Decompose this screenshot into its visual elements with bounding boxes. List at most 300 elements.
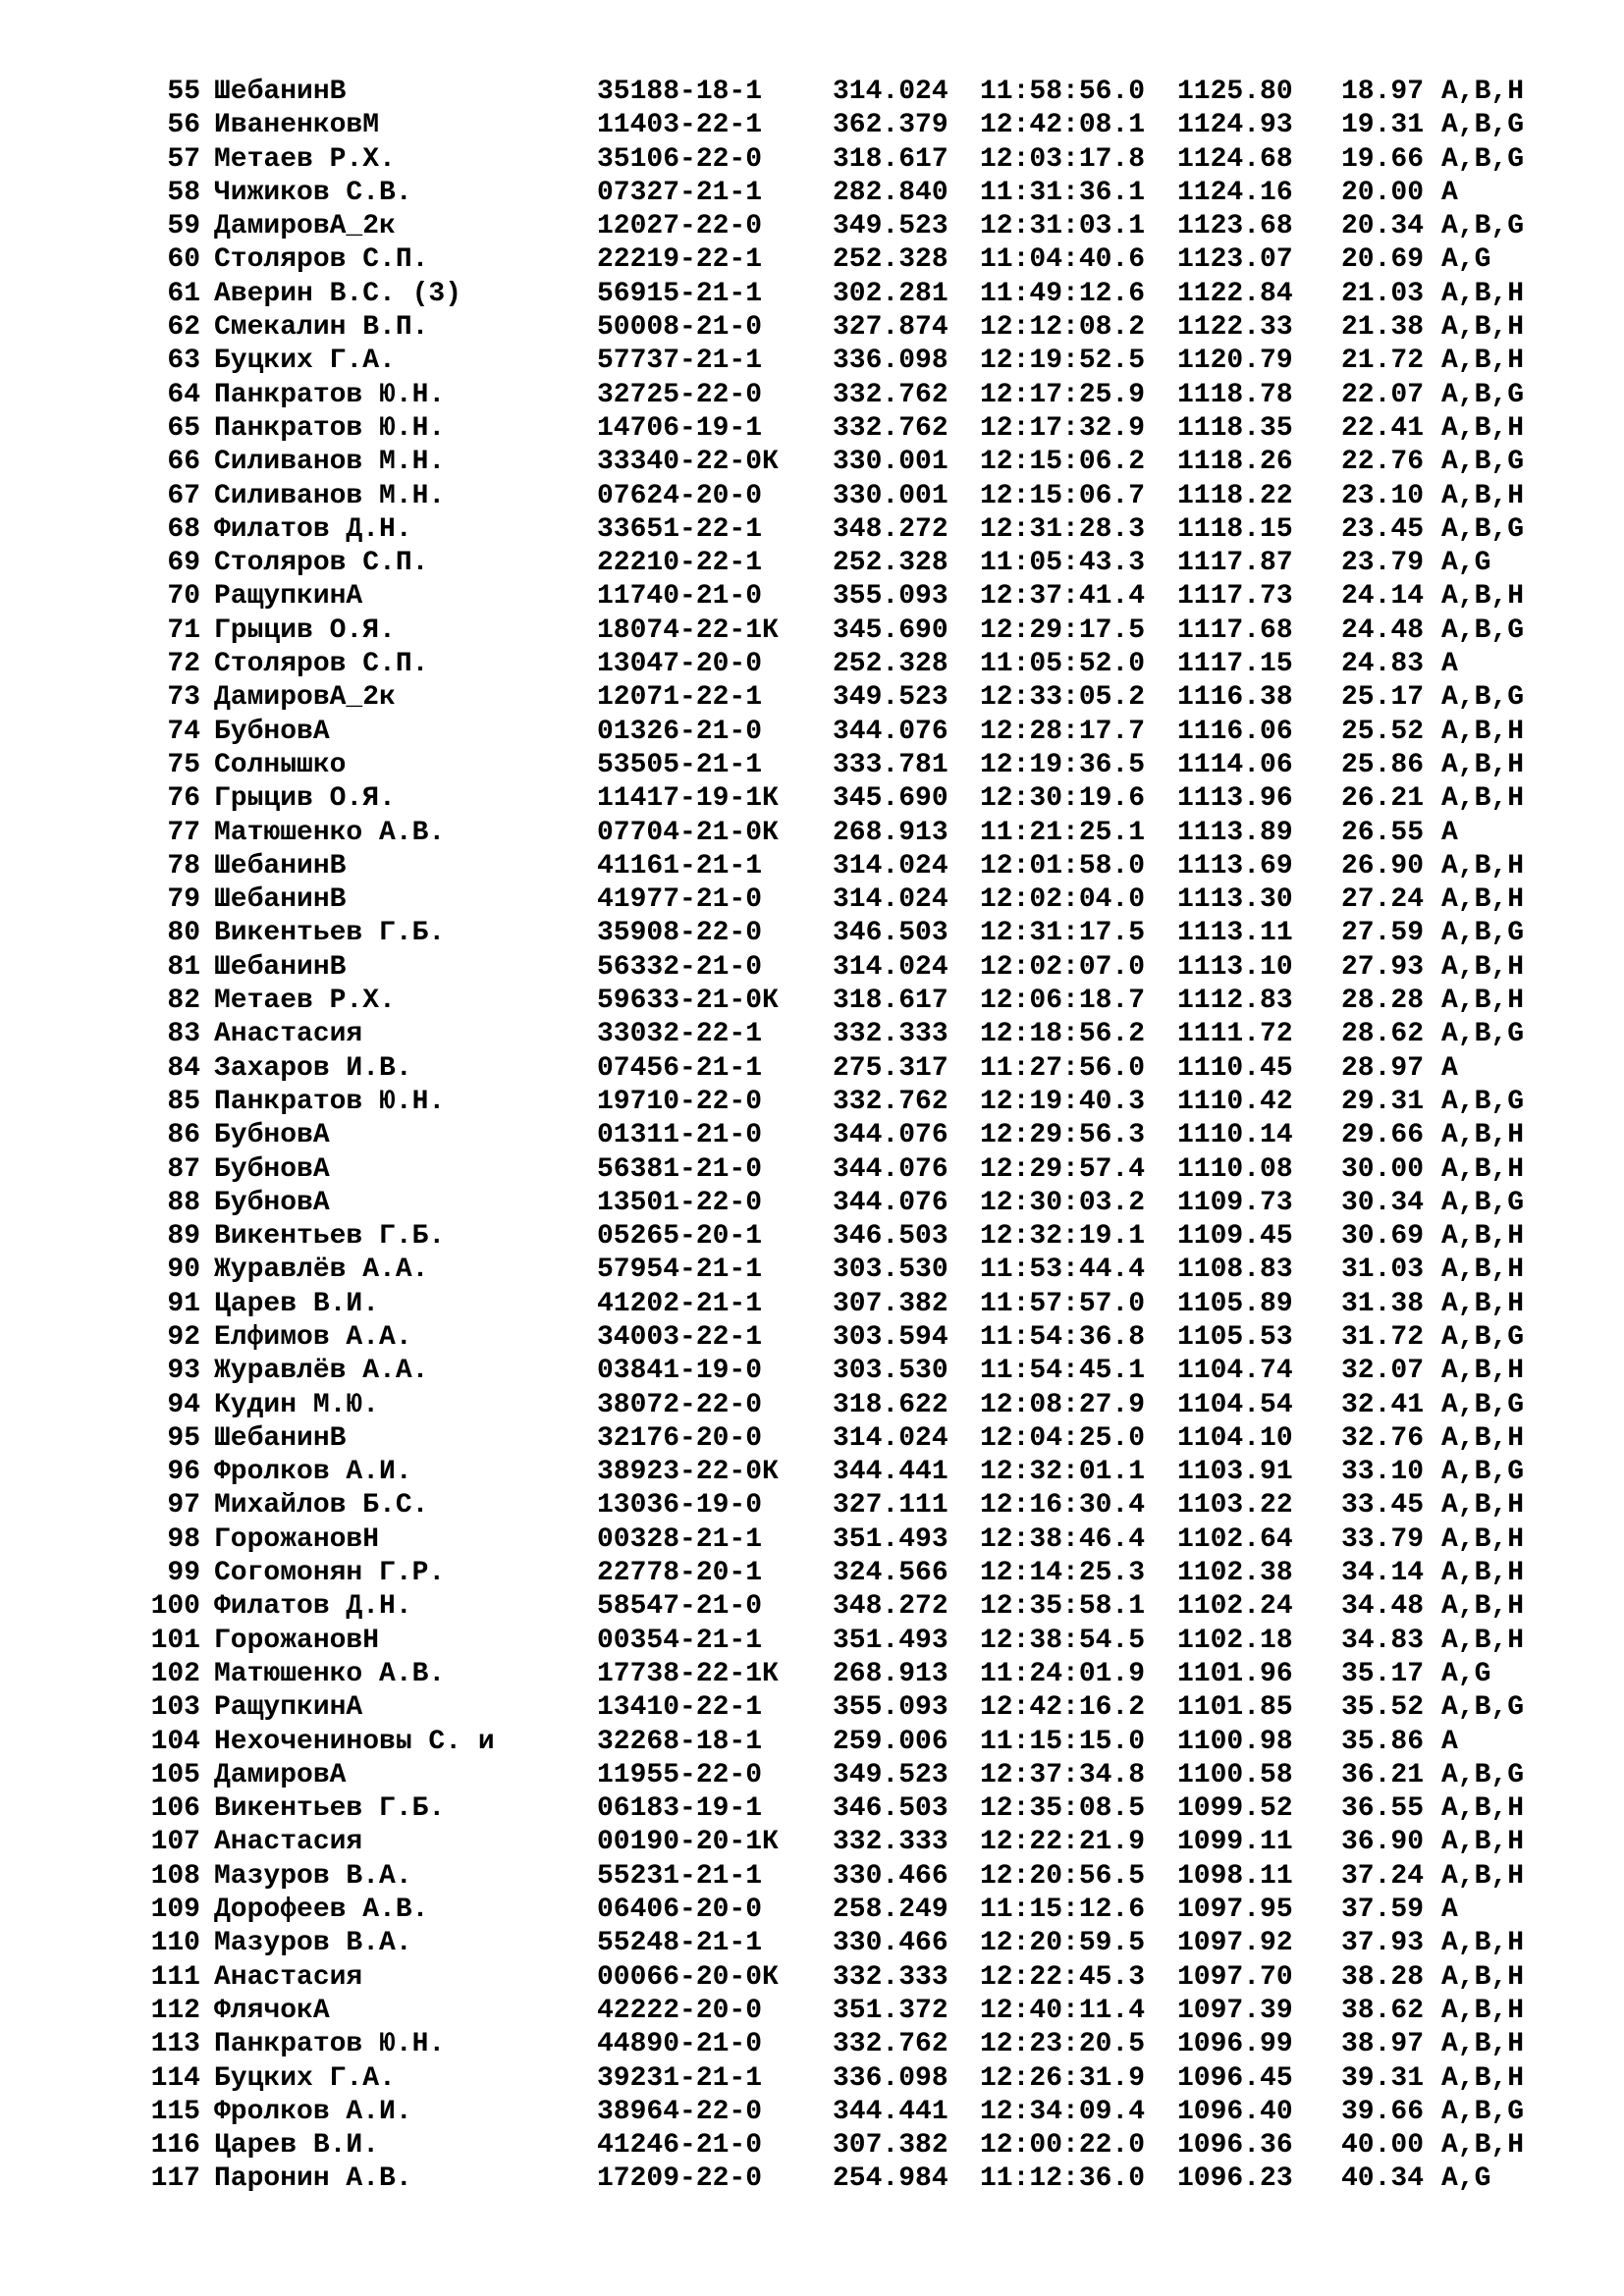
name-cell: РащупкинА (214, 581, 363, 613)
result-row (0, 2062, 1624, 2096)
name-cell: Нехочениновы С. и (214, 1726, 495, 1757)
name-cell: Анастасия (214, 1019, 363, 1050)
arrival-time-cell: 12:32:19.1 (980, 1221, 1146, 1253)
speed-cell: 1113.11 (1177, 918, 1293, 949)
name-cell: ШебанинВ (214, 884, 347, 916)
arrival-time-cell: 12:15:06.2 (980, 447, 1146, 478)
percent-cell: 30.69 (1341, 1221, 1425, 1253)
speed-cell: 1104.10 (1177, 1422, 1293, 1454)
place-cell: 80 (167, 918, 200, 949)
result-row (0, 681, 1624, 715)
speed-cell: 1110.08 (1177, 1153, 1293, 1185)
name-cell: Викентьев Г.Б. (214, 918, 446, 949)
place-cell: 116 (150, 2130, 200, 2162)
arrival-time-cell: 12:35:08.5 (980, 1793, 1146, 1825)
name-cell: Филатов Д.Н. (214, 1591, 412, 1623)
arrival-time-cell: 12:17:25.9 (980, 379, 1146, 410)
arrival-time-cell: 12:16:30.4 (980, 1490, 1146, 1522)
ring-number-cell: 05265-20-1 (597, 1221, 763, 1253)
place-cell: 65 (167, 412, 200, 444)
categories-cell: A,B,H (1441, 783, 1525, 815)
place-cell: 89 (167, 1221, 200, 1253)
percent-cell: 32.07 (1341, 1356, 1425, 1387)
result-row (0, 210, 1624, 243)
distance-cell: 307.382 (833, 2130, 948, 2162)
arrival-time-cell: 11:49:12.6 (980, 278, 1146, 309)
result-row (0, 513, 1624, 547)
distance-cell: 362.379 (833, 110, 948, 141)
categories-cell: A,G (1441, 1658, 1491, 1689)
speed-cell: 1102.64 (1177, 1523, 1293, 1555)
ring-number-cell: 32268-18-1 (597, 1726, 763, 1757)
place-cell: 106 (150, 1793, 200, 1825)
result-row (0, 1759, 1624, 1792)
ring-number-cell: 57954-21-1 (597, 1255, 763, 1286)
ring-number-cell: 11740-21-0 (597, 581, 763, 613)
percent-cell: 22.76 (1341, 447, 1425, 478)
place-cell: 95 (167, 1422, 200, 1454)
speed-cell: 1103.22 (1177, 1490, 1293, 1522)
categories-cell: A,B,H (1441, 1827, 1525, 1858)
result-row (0, 917, 1624, 950)
speed-cell: 1110.45 (1177, 1052, 1293, 1084)
result-row (0, 1691, 1624, 1725)
percent-cell: 30.00 (1341, 1153, 1425, 1185)
percent-cell: 37.24 (1341, 1860, 1425, 1892)
arrival-time-cell: 12:33:05.2 (980, 682, 1146, 714)
name-cell: Фролков А.И. (214, 2096, 412, 2127)
place-cell: 94 (167, 1389, 200, 1420)
result-row (0, 1826, 1624, 1859)
place-cell: 84 (167, 1052, 200, 1084)
distance-cell: 336.098 (833, 2062, 948, 2094)
arrival-time-cell: 12:28:17.7 (980, 716, 1146, 747)
ring-number-cell: 07704-21-0К (597, 817, 779, 848)
name-cell: Дорофеев А.В. (214, 1895, 429, 1926)
speed-cell: 1117.73 (1177, 581, 1293, 613)
arrival-time-cell: 12:30:03.2 (980, 1187, 1146, 1218)
percent-cell: 33.79 (1341, 1523, 1425, 1555)
place-cell: 101 (150, 1625, 200, 1656)
arrival-time-cell: 12:31:28.3 (980, 513, 1146, 545)
arrival-time-cell: 12:31:03.1 (980, 211, 1146, 242)
percent-cell: 20.69 (1341, 244, 1425, 276)
result-row (0, 1961, 1624, 1995)
ring-number-cell: 33340-22-0К (597, 447, 779, 478)
speed-cell: 1103.91 (1177, 1457, 1293, 1488)
speed-cell: 1104.74 (1177, 1356, 1293, 1387)
speed-cell: 1118.78 (1177, 379, 1293, 410)
categories-cell: A,G (1441, 244, 1491, 276)
speed-cell: 1113.10 (1177, 951, 1293, 983)
result-row (0, 1523, 1624, 1557)
result-row (0, 1153, 1624, 1187)
ring-number-cell: 00066-20-0К (597, 1961, 779, 1993)
name-cell: Метаев Р.Х. (214, 986, 396, 1017)
place-cell: 64 (167, 379, 200, 410)
ring-number-cell: 41161-21-1 (597, 850, 763, 881)
categories-cell: A,B,G (1441, 1389, 1525, 1420)
name-cell: Солнышко (214, 749, 347, 780)
name-cell: Паронин А.В. (214, 2163, 412, 2195)
arrival-time-cell: 12:40:11.4 (980, 1995, 1146, 2026)
distance-cell: 348.272 (833, 513, 948, 545)
percent-cell: 29.66 (1341, 1120, 1425, 1151)
result-row (0, 1355, 1624, 1388)
percent-cell: 35.86 (1341, 1726, 1425, 1757)
arrival-time-cell: 12:22:21.9 (980, 1827, 1146, 1858)
place-cell: 113 (150, 2029, 200, 2060)
place-cell: 96 (167, 1457, 200, 1488)
arrival-time-cell: 12:02:04.0 (980, 884, 1146, 916)
place-cell: 61 (167, 278, 200, 309)
name-cell: ДамировА_2к (214, 211, 396, 242)
place-cell: 107 (150, 1827, 200, 1858)
ring-number-cell: 56915-21-1 (597, 278, 763, 309)
categories-cell: A,B,G (1441, 143, 1525, 175)
speed-cell: 1105.89 (1177, 1288, 1293, 1319)
arrival-time-cell: 12:38:54.5 (980, 1625, 1146, 1656)
result-row (0, 985, 1624, 1018)
result-row (0, 1894, 1624, 1927)
place-cell: 86 (167, 1120, 200, 1151)
arrival-time-cell: 12:23:20.5 (980, 2029, 1146, 2060)
categories-cell: A,B,H (1441, 1558, 1525, 1589)
distance-cell: 275.317 (833, 1052, 948, 1084)
arrival-time-cell: 12:19:40.3 (980, 1086, 1146, 1117)
ring-number-cell: 03841-19-0 (597, 1356, 763, 1387)
result-row (0, 2096, 1624, 2129)
arrival-time-cell: 12:20:59.5 (980, 1928, 1146, 1959)
place-cell: 114 (150, 2062, 200, 2094)
speed-cell: 1124.68 (1177, 143, 1293, 175)
percent-cell: 33.10 (1341, 1457, 1425, 1488)
place-cell: 82 (167, 986, 200, 1017)
place-cell: 73 (167, 682, 200, 714)
ring-number-cell: 33651-22-1 (597, 513, 763, 545)
place-cell: 75 (167, 749, 200, 780)
name-cell: БубновА (214, 1120, 330, 1151)
name-cell: Анастасия (214, 1827, 363, 1858)
distance-cell: 327.111 (833, 1490, 948, 1522)
speed-cell: 1120.79 (1177, 346, 1293, 377)
ring-number-cell: 33032-22-1 (597, 1019, 763, 1050)
place-cell: 115 (150, 2096, 200, 2127)
distance-cell: 345.690 (833, 614, 948, 646)
place-cell: 59 (167, 211, 200, 242)
categories-cell: A,B,H (1441, 278, 1525, 309)
name-cell: ШебанинВ (214, 1422, 347, 1454)
percent-cell: 25.52 (1341, 716, 1425, 747)
name-cell: Матюшенко А.В. (214, 817, 446, 848)
result-row (0, 446, 1624, 479)
categories-cell: A (1441, 1052, 1458, 1084)
speed-cell: 1097.95 (1177, 1895, 1293, 1926)
categories-cell: A,B,H (1441, 1255, 1525, 1286)
categories-cell: A,B,G (1441, 1321, 1525, 1353)
categories-cell: A,B,G (1441, 379, 1525, 410)
place-cell: 70 (167, 581, 200, 613)
arrival-time-cell: 11:31:36.1 (980, 177, 1146, 208)
speed-cell: 1113.69 (1177, 850, 1293, 881)
speed-cell: 1118.22 (1177, 480, 1293, 511)
percent-cell: 34.14 (1341, 1558, 1425, 1589)
ring-number-cell: 11403-22-1 (597, 110, 763, 141)
name-cell: Аверин В.С. (3) (214, 278, 462, 309)
place-cell: 108 (150, 1860, 200, 1892)
distance-cell: 254.984 (833, 2163, 948, 2195)
percent-cell: 33.45 (1341, 1490, 1425, 1522)
categories-cell: A,B,H (1441, 312, 1525, 344)
distance-cell: 314.024 (833, 850, 948, 881)
percent-cell: 20.34 (1341, 211, 1425, 242)
percent-cell: 37.93 (1341, 1928, 1425, 1959)
result-row (0, 1792, 1624, 1826)
place-cell: 109 (150, 1895, 200, 1926)
arrival-time-cell: 12:34:09.4 (980, 2096, 1146, 2127)
speed-cell: 1097.70 (1177, 1961, 1293, 1993)
ring-number-cell: 22778-20-1 (597, 1558, 763, 1589)
ring-number-cell: 11955-22-0 (597, 1759, 763, 1790)
result-row (0, 278, 1624, 311)
ring-number-cell: 53505-21-1 (597, 749, 763, 780)
speed-cell: 1117.15 (1177, 649, 1293, 680)
percent-cell: 26.55 (1341, 817, 1425, 848)
ring-number-cell: 42222-20-0 (597, 1995, 763, 2026)
speed-cell: 1124.93 (1177, 110, 1293, 141)
ring-number-cell: 55231-21-1 (597, 1860, 763, 1892)
speed-cell: 1111.72 (1177, 1019, 1293, 1050)
result-row (0, 1860, 1624, 1894)
place-cell: 112 (150, 1995, 200, 2026)
place-cell: 67 (167, 480, 200, 511)
result-row (0, 1625, 1624, 1658)
ring-number-cell: 58547-21-0 (597, 1591, 763, 1623)
name-cell: БубновА (214, 716, 330, 747)
name-cell: БубновА (214, 1153, 330, 1185)
percent-cell: 34.83 (1341, 1625, 1425, 1656)
speed-cell: 1100.58 (1177, 1759, 1293, 1790)
speed-cell: 1113.96 (1177, 783, 1293, 815)
result-row (0, 1927, 1624, 1960)
distance-cell: 344.076 (833, 716, 948, 747)
distance-cell: 349.523 (833, 211, 948, 242)
result-row (0, 1052, 1624, 1086)
ring-number-cell: 00354-21-1 (597, 1625, 763, 1656)
speed-cell: 1112.83 (1177, 986, 1293, 1017)
percent-cell: 24.14 (1341, 581, 1425, 613)
speed-cell: 1123.68 (1177, 211, 1293, 242)
percent-cell: 31.72 (1341, 1321, 1425, 1353)
arrival-time-cell: 12:31:17.5 (980, 918, 1146, 949)
distance-cell: 314.024 (833, 1422, 948, 1454)
result-row (0, 1557, 1624, 1590)
percent-cell: 31.38 (1341, 1288, 1425, 1319)
categories-cell: A,B,H (1441, 2130, 1525, 2162)
place-cell: 79 (167, 884, 200, 916)
categories-cell: A,B,H (1441, 1523, 1525, 1555)
categories-cell: A,B,G (1441, 1019, 1525, 1050)
distance-cell: 303.530 (833, 1356, 948, 1387)
name-cell: Захаров И.В. (214, 1052, 412, 1084)
distance-cell: 252.328 (833, 244, 948, 276)
distance-cell: 344.441 (833, 2096, 948, 2127)
result-row (0, 716, 1624, 749)
name-cell: Матюшенко А.В. (214, 1658, 446, 1689)
arrival-time-cell: 11:58:56.0 (980, 77, 1146, 107)
result-row (0, 951, 1624, 985)
distance-cell: 303.594 (833, 1321, 948, 1353)
categories-cell: A,B,H (1441, 1490, 1525, 1522)
arrival-time-cell: 11:04:40.6 (980, 244, 1146, 276)
ring-number-cell: 14706-19-1 (597, 412, 763, 444)
place-cell: 76 (167, 783, 200, 815)
ring-number-cell: 01326-21-0 (597, 716, 763, 747)
categories-cell: A,B,H (1441, 1591, 1525, 1623)
arrival-time-cell: 12:12:08.2 (980, 312, 1146, 344)
speed-cell: 1096.99 (1177, 2029, 1293, 2060)
place-cell: 55 (167, 77, 200, 107)
arrival-time-cell: 12:18:56.2 (980, 1019, 1146, 1050)
result-row (0, 1187, 1624, 1220)
name-cell: Грыцив О.Я. (214, 614, 396, 646)
name-cell: ШебанинВ (214, 77, 347, 107)
result-row (0, 345, 1624, 378)
ring-number-cell: 19710-22-0 (597, 1086, 763, 1117)
name-cell: ШебанинВ (214, 850, 347, 881)
speed-cell: 1117.68 (1177, 614, 1293, 646)
name-cell: ГорожановН (214, 1625, 380, 1656)
result-row (0, 1321, 1624, 1355)
distance-cell: 307.382 (833, 1288, 948, 1319)
result-row (0, 2129, 1624, 2163)
arrival-time-cell: 12:37:34.8 (980, 1759, 1146, 1790)
categories-cell: A,B,G (1441, 682, 1525, 714)
arrival-time-cell: 11:05:52.0 (980, 649, 1146, 680)
name-cell: Смекалин В.П. (214, 312, 429, 344)
categories-cell: A,B,H (1441, 1422, 1525, 1454)
speed-cell: 1105.53 (1177, 1321, 1293, 1353)
place-cell: 81 (167, 951, 200, 983)
name-cell: Буцких Г.А. (214, 346, 396, 377)
speed-cell: 1124.16 (1177, 177, 1293, 208)
arrival-time-cell: 11:15:15.0 (980, 1726, 1146, 1757)
distance-cell: 351.493 (833, 1625, 948, 1656)
categories-cell: A,B,H (1441, 2062, 1525, 2094)
ring-number-cell: 50008-21-0 (597, 312, 763, 344)
distance-cell: 314.024 (833, 884, 948, 916)
categories-cell: A,B,G (1441, 614, 1525, 646)
place-cell: 98 (167, 1523, 200, 1555)
distance-cell: 346.503 (833, 918, 948, 949)
arrival-time-cell: 11:24:01.9 (980, 1658, 1146, 1689)
result-row (0, 2163, 1624, 2196)
place-cell: 93 (167, 1356, 200, 1387)
place-cell: 105 (150, 1759, 200, 1790)
ring-number-cell: 44890-21-0 (597, 2029, 763, 2060)
percent-cell: 27.93 (1341, 951, 1425, 983)
distance-cell: 349.523 (833, 1759, 948, 1790)
arrival-time-cell: 12:04:25.0 (980, 1422, 1146, 1454)
speed-cell: 1096.40 (1177, 2096, 1293, 2127)
name-cell: Михайлов Б.С. (214, 1490, 429, 1522)
categories-cell: A,B,H (1441, 1793, 1525, 1825)
distance-cell: 336.098 (833, 346, 948, 377)
categories-cell: A,B,H (1441, 346, 1525, 377)
percent-cell: 23.79 (1341, 548, 1425, 579)
distance-cell: 327.874 (833, 312, 948, 344)
distance-cell: 282.840 (833, 177, 948, 208)
name-cell: Столяров С.П. (214, 548, 429, 579)
name-cell: Столяров С.П. (214, 244, 429, 276)
name-cell: Журавлёв А.А. (214, 1255, 429, 1286)
percent-cell: 26.90 (1341, 850, 1425, 881)
ring-number-cell: 41977-21-0 (597, 884, 763, 916)
categories-cell: A,B,G (1441, 447, 1525, 478)
arrival-time-cell: 12:35:58.1 (980, 1591, 1146, 1623)
place-cell: 117 (150, 2163, 200, 2195)
place-cell: 77 (167, 817, 200, 848)
name-cell: Елфимов А.А. (214, 1321, 412, 1353)
ring-number-cell: 32176-20-0 (597, 1422, 763, 1454)
speed-cell: 1108.83 (1177, 1255, 1293, 1286)
percent-cell: 27.24 (1341, 884, 1425, 916)
ring-number-cell: 13047-20-0 (597, 649, 763, 680)
result-row (0, 1288, 1624, 1321)
name-cell: Фролков А.И. (214, 1457, 412, 1488)
distance-cell: 330.001 (833, 480, 948, 511)
result-row (0, 480, 1624, 513)
categories-cell: A,B,G (1441, 513, 1525, 545)
ring-number-cell: 13036-19-0 (597, 1490, 763, 1522)
arrival-time-cell: 12:03:17.8 (980, 143, 1146, 175)
ring-number-cell: 38964-22-0 (597, 2096, 763, 2127)
categories-cell: A,B,H (1441, 1221, 1525, 1253)
result-row (0, 614, 1624, 648)
speed-cell: 1118.15 (1177, 513, 1293, 545)
name-cell: Царев В.И. (214, 1288, 380, 1319)
place-cell: 90 (167, 1255, 200, 1286)
distance-cell: 351.372 (833, 1995, 948, 2026)
percent-cell: 25.17 (1341, 682, 1425, 714)
arrival-time-cell: 12:08:27.9 (980, 1389, 1146, 1420)
name-cell: Панкратов Ю.Н. (214, 1086, 446, 1117)
name-cell: Метаев Р.Х. (214, 143, 396, 175)
categories-cell: A,B,H (1441, 1356, 1525, 1387)
categories-cell: A (1441, 177, 1458, 208)
distance-cell: 258.249 (833, 1895, 948, 1926)
name-cell: Викентьев Г.Б. (214, 1221, 446, 1253)
name-cell: БубновА (214, 1187, 330, 1218)
place-cell: 68 (167, 513, 200, 545)
percent-cell: 39.66 (1341, 2096, 1425, 2127)
categories-cell: A,B,G (1441, 1457, 1525, 1488)
categories-cell: A (1441, 1726, 1458, 1757)
name-cell: Буцких Г.А. (214, 2062, 396, 2094)
ring-number-cell: 07327-21-1 (597, 177, 763, 208)
ring-number-cell: 55248-21-1 (597, 1928, 763, 1959)
arrival-time-cell: 12:32:01.1 (980, 1457, 1146, 1488)
categories-cell: A,B,H (1441, 1995, 1525, 2026)
place-cell: 83 (167, 1019, 200, 1050)
arrival-time-cell: 12:30:19.6 (980, 783, 1146, 815)
percent-cell: 31.03 (1341, 1255, 1425, 1286)
speed-cell: 1102.18 (1177, 1625, 1293, 1656)
arrival-time-cell: 12:26:31.9 (980, 2062, 1146, 2094)
speed-cell: 1101.85 (1177, 1692, 1293, 1724)
distance-cell: 330.466 (833, 1860, 948, 1892)
distance-cell: 349.523 (833, 682, 948, 714)
